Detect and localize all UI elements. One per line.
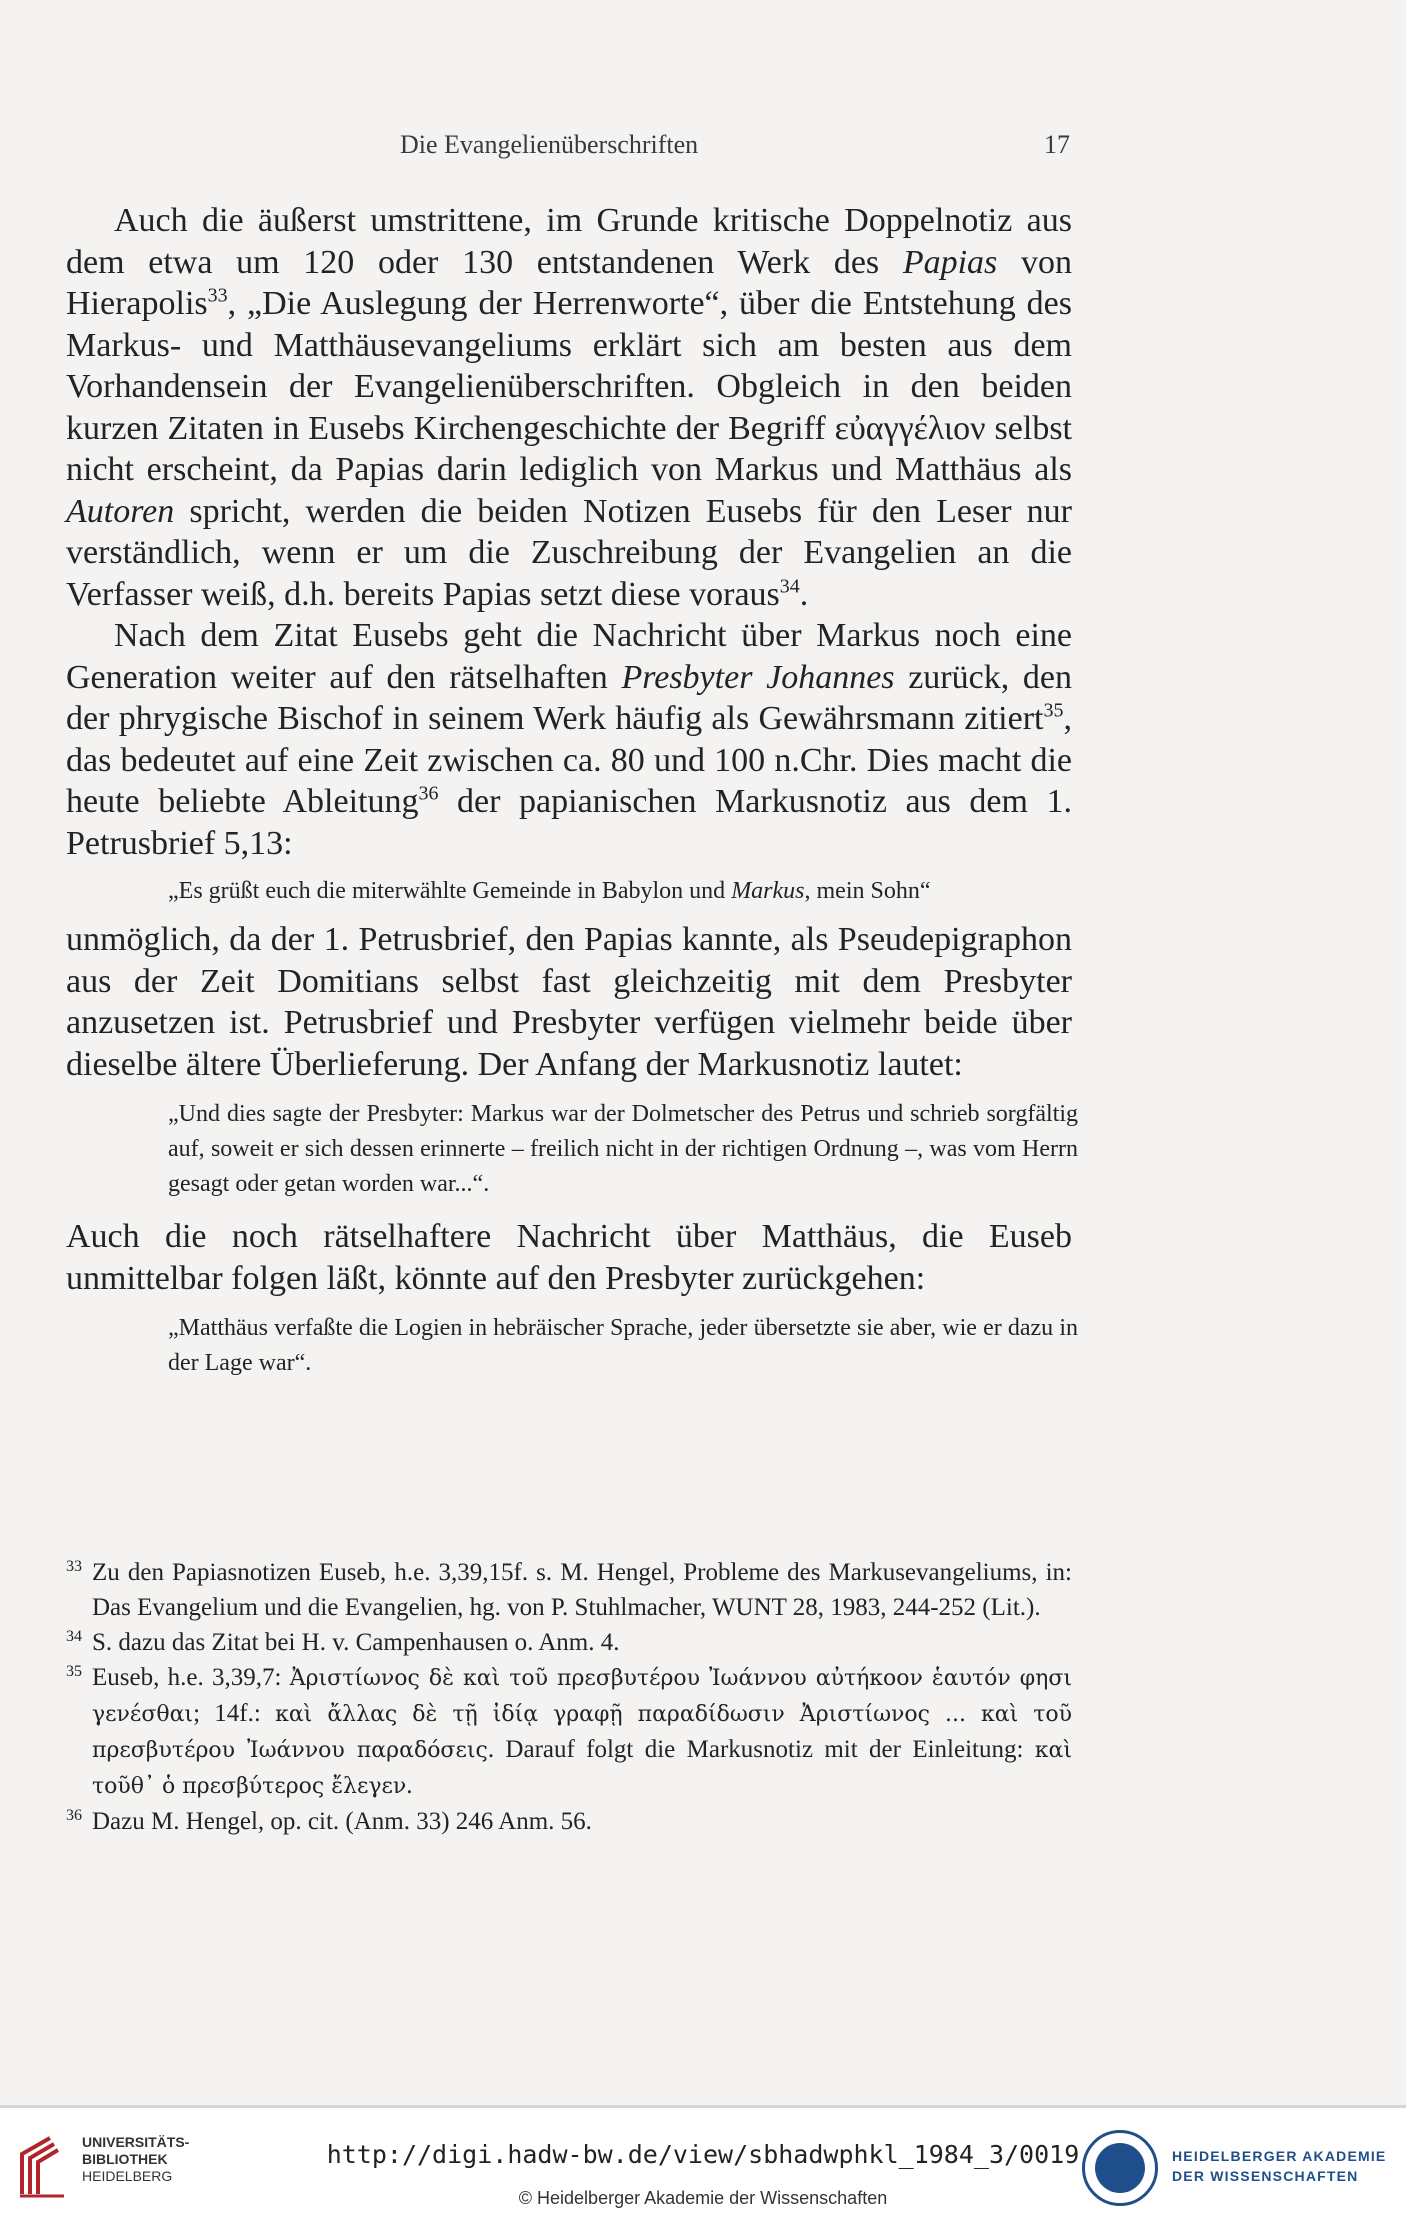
text-run: der papianischen Markusnotiz aus dem 1. Petrusbrief 5,13: (66, 783, 1072, 862)
text-run: , das bedeutet auf eine Zeit zwischen ca. 80 und 100 n.Chr. Dies macht die heute beliebte Ableitung (66, 700, 1072, 820)
footnote-number: 34 (66, 1628, 82, 1645)
footnote-number: 36 (66, 1807, 82, 1824)
italic-autoren: Autoren (66, 492, 175, 530)
academy-name[interactable] (1172, 2146, 1386, 2186)
footnote-text: Euseb, h.e. 3,39,7: (92, 1664, 290, 1691)
running-head-title: Die Evangelienüberschriften (400, 130, 699, 159)
academy-seal-icon[interactable] (1082, 2130, 1158, 2206)
academy-line-2: DER WISSENSCHAFTEN (1172, 2168, 1359, 2184)
library-line-2: BIBLIOTHEK (82, 2151, 168, 2167)
footnote-33 (66, 1555, 1072, 1625)
footnote-text: . (406, 1772, 413, 1799)
text-run: . (799, 575, 809, 613)
block-quote-3: „Matthäus verfaßte die Logien in hebräischer Sprache, jeder übersetzte sie aber, wie er dazu in der Lage war“. (168, 1315, 1078, 1376)
text-run: Nach dem Zitat Eusebs geht die Nachricht über Markus noch eine Generation weiter auf den rätselhaften (66, 617, 1072, 696)
text-run: zurück, den der phrygische Bischof in seinem Werk häufig als Gewährsmann zitiert (66, 658, 1072, 737)
text-run: , „Die Auslegung der Herrenworte“, über die Entstehung des Markus- und Matthäusevangeliums erklärt sich am besten aus dem Vorhandensein der Evangelienüberschriften. Obgleich in den beiden kurzen Zitaten in Eusebs Kirchengeschichte der Begriff εὐαγγέλιον selbst nicht erscheint, da Papias darin lediglich von Markus und Matthäus als (66, 285, 1072, 488)
footnote-text: . Darauf folgt die Markusnotiz mit der Einleitung: (487, 1736, 1035, 1763)
text-run: , mein Sohn“ (804, 878, 931, 904)
footnote-34 (66, 1625, 1072, 1660)
library-line-3: HEIDELBERG (82, 2168, 173, 2184)
footnote-text: Dazu M. Hengel, op. cit. (Anm. 33) 246 Anm. 56. (92, 1808, 592, 1835)
text-run: „Es grüßt euch die miterwählte Gemeinde in Babylon und (168, 878, 732, 904)
italic-markus: Markus (731, 878, 805, 904)
footnote-text: S. dazu das Zitat bei H. v. Campenhausen o. Anm. 4. (92, 1629, 620, 1656)
library-line-1: UNIVERSITÄTS- (82, 2134, 190, 2150)
footnote-number: 35 (66, 1663, 82, 1680)
block-quote-1 (168, 874, 1078, 909)
footnote-35 (66, 1660, 1072, 1804)
footnote-text: ; 14f.: (193, 1700, 276, 1727)
greek-quote: καὶ ἄλλας δὲ τῇ ἰδίᾳ γραφῇ παραδίδωσιν Ἀριστίωνος ... καὶ τοῦ πρεσβυτέρου Ἰωάννου παραδόσεις (92, 1702, 1072, 1763)
footnote-ref-33[interactable]: 33 (207, 284, 228, 307)
footnote-text: Zu den Papiasnotizen Euseb, h.e. 3,39,15f. s. M. Hengel, Probleme des Markusevangeliums, in: Das Evangelium und die Evangelien, hg. von P. Stuhlmacher, WUNT 28, 1983, 244-252 (Lit.). (92, 1559, 1072, 1621)
footnote-36 (66, 1804, 1072, 1839)
text-run: von Hierapolis (66, 243, 1072, 322)
footnotes (66, 1555, 1072, 1839)
italic-papias: Papias (902, 243, 998, 281)
viewer-footer (0, 2105, 1406, 2230)
greek-quote: καὶ τοῦθ᾽ ὁ πρεσβύτερος ἔλεγεν (92, 1738, 1072, 1799)
paragraph-2 (66, 615, 1072, 864)
paragraph-4: Auch die noch rätselhaftere Nachricht über Matthäus, die Euseb unmittelbar folgen läßt, könnte auf den Presbyter zurückgehen: (66, 1218, 1072, 1297)
paragraph-1 (66, 200, 1072, 615)
greek-quote: Ἀριστίωνος δὲ καὶ τοῦ πρεσβυτέρου Ἰωάννου αὐτήκοον ἑαυτόν φησι γενέσθαι (92, 1666, 1073, 1727)
copyright-notice: © Heidelberger Akademie der Wissenschaften (518, 2188, 888, 2208)
text-run: Auch die äußerst umstrittene, im Grunde kritische Doppelnotiz aus dem etwa um 120 oder 130 entstandenen Werk des (66, 202, 1072, 281)
main-text (66, 200, 1078, 1395)
footnote-ref-36[interactable]: 36 (418, 782, 439, 805)
block-quote-2: „Und dies sagte der Presbyter: Markus war der Dolmetscher des Petrus und schrieb sorgfältig auf, soweit er sich dessen erinnerte – freilich nicht in der richtigen Ordnung –, was vom Herrn gesagt oder getan worden war...“. (168, 1101, 1078, 1197)
footnote-ref-34[interactable]: 34 (779, 575, 800, 598)
paragraph-3: unmöglich, da der 1. Petrusbrief, den Papias kannte, als Pseudepigraphon aus der Zeit Domitians selbst fast gleichzeitig mit dem Presbyter anzusetzen ist. Petrusbrief und Presbyter verfügen vielmehr beide über dieselbe ältere Überlieferung. Der Anfang der Markusnotiz lautet: (66, 921, 1072, 1083)
text-run: spricht, werden die beiden Notizen Eusebs für den Leser nur verständlich, wenn er um die Zuschreibung der Evangelien an die Verfasser weiß, d.h. bereits Papias setzt diese voraus (66, 492, 1072, 613)
footnote-number: 33 (66, 1558, 82, 1575)
academy-line-1: HEIDELBERGER AKADEMIE (1172, 2148, 1387, 2164)
footnote-ref-35[interactable]: 35 (1043, 699, 1064, 722)
italic-presbyter: Presbyter Johannes (621, 658, 895, 696)
permalink-url[interactable]: http://digi.hadw-bw.de/view/sbhadwphkl_1984_3/0019 (326, 2140, 1080, 2169)
page-number: 17 (1044, 130, 1070, 159)
